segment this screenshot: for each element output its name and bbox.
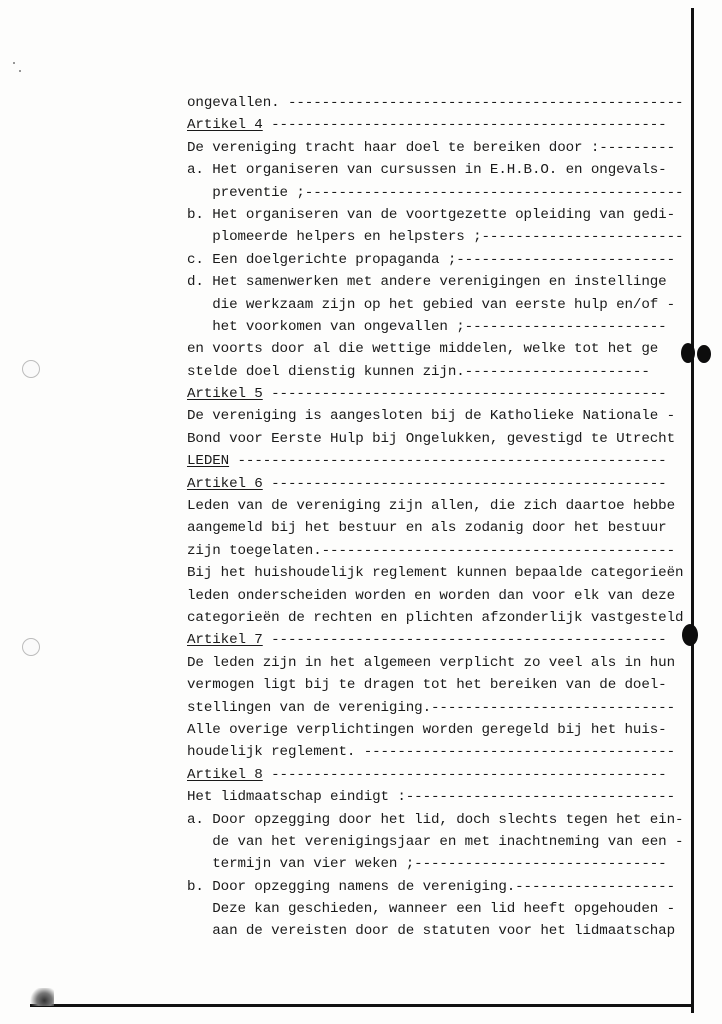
line-text: categorieën de rechten en plichten afzonderlijk vastgesteld (187, 609, 684, 626)
text-line (187, 809, 697, 831)
line-text: Bij het huishoudelijk reglement kunnen bepaalde categorieën (187, 565, 684, 582)
line-text: die werkzaam zijn op het gebied van eerste hulp en/of - (187, 296, 676, 313)
text-line (187, 428, 697, 450)
text-line (187, 562, 697, 584)
ink-blot (682, 624, 698, 646)
punch-hole-top (22, 360, 40, 378)
line-text: preventie ;--------------------------------------------- (187, 184, 684, 201)
section-heading: Artikel 6 (187, 475, 263, 492)
section-heading-line (187, 450, 697, 472)
text-line (187, 405, 697, 427)
line-text: b. Het organiseren van de voortgezette opleiding van gedi- (187, 206, 676, 223)
section-heading: LEDEN (187, 453, 230, 470)
line-text: Het lidmaatschap eindigt :-------------------------------- (187, 789, 676, 806)
line-text: zijn toegelaten.------------------------------------------ (187, 542, 676, 559)
line-text: aangemeld bij het bestuur en als zodanig door het bestuur (187, 520, 667, 537)
text-line (187, 159, 697, 181)
line-text: ----------------------------------------------- (262, 386, 667, 403)
line-text: De vereniging is aangesloten bij de Katholieke Nationale - (187, 408, 676, 425)
text-line (187, 540, 697, 562)
section-heading: Artikel 4 (187, 117, 263, 134)
line-text: b. Door opzegging namens de vereniging.------------------- (187, 878, 676, 895)
text-line (187, 607, 697, 629)
line-text: en voorts door al die wettige middelen, welke tot het ge (187, 341, 659, 358)
text-line (187, 719, 697, 741)
ink-blot (681, 343, 695, 363)
page-bottom-edge (30, 1004, 694, 1007)
line-text: a. Door opzegging door het lid, doch slechts tegen het ein- (187, 811, 684, 828)
text-line (187, 204, 697, 226)
line-text: De leden zijn in het algemeen verplicht zo veel als in hun (187, 654, 676, 671)
text-line (187, 898, 697, 920)
line-text: vermogen ligt bij te dragen tot het bereiken van de doel- (187, 677, 667, 694)
line-text: leden onderscheiden worden en worden dan voor elk van deze (187, 587, 676, 604)
section-heading-line (187, 764, 697, 786)
text-line (187, 182, 697, 204)
ink-blot (697, 345, 711, 363)
text-line (187, 361, 697, 383)
text-line (187, 271, 697, 293)
section-heading-line (187, 114, 697, 136)
section-heading-line (187, 629, 697, 651)
text-line (187, 652, 697, 674)
line-text: de van het verenigingsjaar en met inachtneming van een - (187, 833, 684, 850)
line-text: stellingen van de vereniging.----------------------------- (187, 699, 676, 716)
line-text: De vereniging tracht haar doel te bereiken door :--------- (187, 139, 676, 156)
line-text: Leden van de vereniging zijn allen, die zich daartoe hebbe (187, 498, 676, 515)
text-line (187, 697, 697, 719)
scan-smudge (30, 988, 54, 1006)
document-text (187, 92, 697, 943)
text-line (187, 316, 697, 338)
text-line (187, 495, 697, 517)
line-text: plomeerde helpers en helpsters ;------------------------ (187, 229, 684, 246)
line-text: termijn van vier weken ;------------------------------ (187, 856, 667, 873)
scan-speck (13, 62, 15, 64)
text-line (187, 338, 697, 360)
line-text: Alle overige verplichtingen worden geregeld bij het huis- (187, 721, 667, 738)
text-line (187, 786, 697, 808)
line-text: a. Het organiseren van cursussen in E.H.B.O. en ongevals- (187, 162, 667, 179)
section-heading-line (187, 473, 697, 495)
line-text: c. Een doelgerichte propaganda ;-------------------------- (187, 251, 676, 268)
text-line (187, 831, 697, 853)
text-line (187, 585, 697, 607)
line-text: Deze kan geschieden, wanneer een lid heeft opgehouden - (187, 901, 676, 918)
line-text: ----------------------------------------------- (262, 117, 667, 134)
text-line (187, 249, 697, 271)
line-text: ongevallen. ----------------------------------------------- (187, 95, 684, 111)
scan-speck (19, 70, 21, 72)
line-text: --------------------------------------------------- (229, 453, 667, 470)
punch-hole-bottom (22, 638, 40, 656)
text-line (187, 517, 697, 539)
line-text: Bond voor Eerste Hulp bij Ongelukken, gevestigd te Utrecht (187, 430, 676, 447)
line-text: het voorkomen van ongevallen ;------------------------ (187, 318, 667, 335)
line-text: ----------------------------------------------- (262, 632, 667, 649)
text-line (187, 853, 697, 875)
text-line (187, 674, 697, 696)
text-line (187, 741, 697, 763)
text-line (187, 137, 697, 159)
line-text: ----------------------------------------------- (262, 475, 667, 492)
text-line (187, 920, 697, 942)
section-heading: Artikel 8 (187, 766, 263, 783)
line-text: houdelijk reglement. ------------------------------------- (187, 744, 676, 761)
text-line (187, 876, 697, 898)
page-right-edge (691, 8, 694, 1013)
section-heading: Artikel 7 (187, 632, 263, 649)
line-text: d. Het samenwerken met andere verenigingen en instellinge (187, 274, 667, 291)
line-text: stelde doel dienstig kunnen zijn.---------------------- (187, 363, 650, 380)
line-text: aan de vereisten door de statuten voor het lidmaatschap (187, 923, 676, 940)
text-line (187, 226, 697, 248)
section-heading: Artikel 5 (187, 386, 263, 403)
text-line (187, 92, 697, 114)
section-heading-line (187, 383, 697, 405)
line-text: ----------------------------------------------- (262, 766, 667, 783)
text-line (187, 294, 697, 316)
